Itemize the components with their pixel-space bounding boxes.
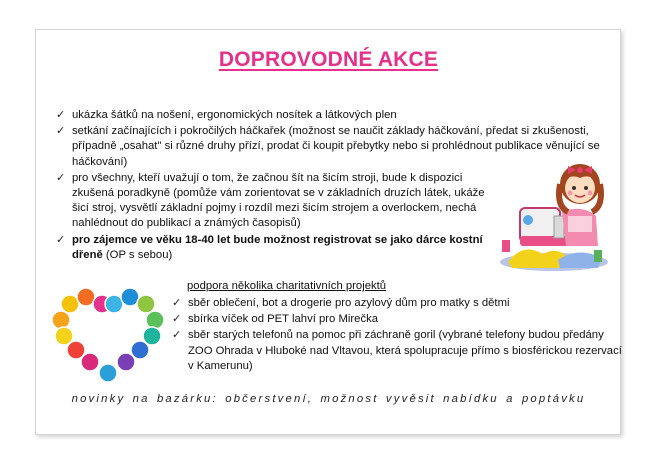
page-title: DOPROVODNÉ AKCE: [218, 48, 439, 71]
sewing-girl-illustration: [498, 150, 610, 272]
check-icon: ✓: [56, 233, 66, 246]
list-item-text: (OP s sebou): [102, 248, 173, 261]
list-item-bold-text: pro zájemce ve věku 18-40 let bude možnost registrovat se jako dárce kostní dřeně: [72, 233, 483, 261]
list-item: [56, 233, 492, 263]
check-icon: ✓: [172, 329, 182, 342]
footer-text: novinky na bazárku: občerstvení, možnost vyvěsit nabídku a poptávku: [71, 393, 586, 405]
check-icon: ✓: [56, 125, 66, 138]
activities-list: [56, 108, 600, 264]
list-item: [56, 108, 492, 123]
check-icon: ✓: [56, 109, 66, 121]
list-item-text: sběr starých telefonů na pomoc při záchraně goril (vybrané telefony budou předány ZOO Ohrada v Hluboké nad Vltavou, která spolupracuje přímo s biosférickou rezervací v Kamerunu): [188, 329, 622, 372]
list-item: [172, 296, 622, 311]
check-icon: ✓: [172, 297, 182, 309]
list-item-text: setkání začínajících i pokročilých háčkařek (možnost se naučit základy háčkování, předat si zkušenosti, případně „osahat" si různé druhy přízí, prodat či koupit přebytky nebo si prohlédnout publikace věnující se háčkování): [72, 125, 600, 168]
charity-heading: podpora několika charitativních projektů: [187, 280, 387, 292]
charity-list: [172, 296, 622, 375]
list-item: [172, 328, 628, 374]
list-item-text: pro všechny, kteří uvažují o tom, že začnou šít na šicím stroji, bude k dispozici zkušená poradkyně (pomůže vám zorientovat se v základních druzích látek, ukáže šicí stroj, vysvětlí základní pojmy i rozdíl mezi šicím strojem a overlockem, nechá nahlédnout do publikací a známých časopisů): [72, 171, 485, 230]
check-icon: ✓: [172, 313, 182, 326]
check-icon: ✓: [56, 171, 66, 184]
list-item: [172, 312, 622, 327]
bottle-cap-heart-illustration: [52, 286, 164, 384]
list-item-text: ukázka šátků na nošení, ergonomických nosítek a látkových plen: [72, 109, 397, 121]
list-item: [56, 171, 492, 232]
list-item-text: sbírka víček od PET lahví pro Mirečka: [188, 313, 379, 326]
list-item-text: sběr oblečení, bot a drogerie pro azylový dům pro matky s dětmi: [188, 297, 510, 309]
